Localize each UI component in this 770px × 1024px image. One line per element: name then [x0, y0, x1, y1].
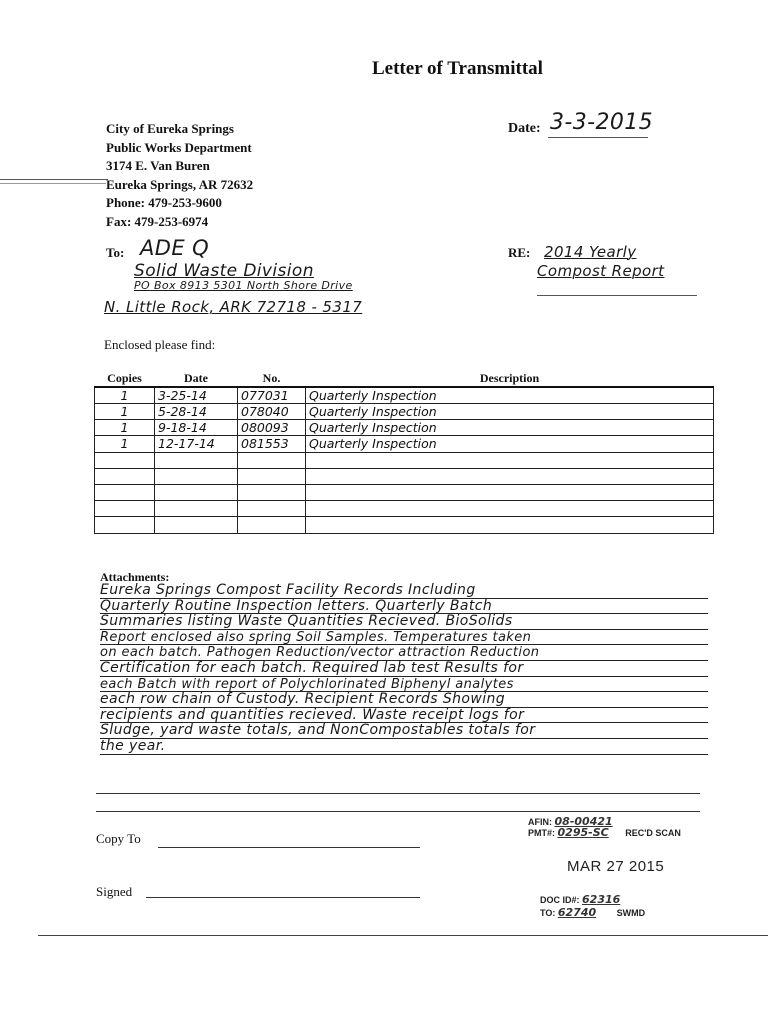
receipt-stamp-docid: [540, 893, 620, 906]
attachment-line: each row chain of Custody. Recipient Records Showing: [100, 692, 708, 708]
attachment-line: Certification for each batch. Required lab test Results for: [100, 661, 708, 677]
cell-date: [155, 484, 238, 500]
blank-rule: [96, 793, 700, 794]
cell-description: Quarterly Inspection: [306, 436, 714, 452]
cell-copies: [95, 501, 155, 517]
pmt-value: 0295-SC: [557, 826, 609, 839]
cell-description: [306, 501, 714, 517]
signed-rule: [146, 897, 420, 898]
cell-copies: 1: [95, 420, 155, 436]
doc-id-label: DOC ID#:: [540, 895, 580, 905]
sender-fax: Fax: 479-253-6974: [106, 213, 209, 229]
cell-date: [155, 468, 238, 484]
cell-number: 077031: [238, 387, 306, 404]
sender-name: City of Eureka Springs: [106, 121, 234, 136]
enclosure-table: [94, 371, 714, 534]
table-row: [95, 468, 714, 484]
cell-number: [238, 517, 306, 533]
cell-date: 3-25-14: [155, 387, 238, 404]
blank-rule: [96, 811, 700, 812]
cell-number: 078040: [238, 404, 306, 420]
attachments-text-block: [100, 583, 708, 755]
cell-date: 5-28-14: [155, 404, 238, 420]
date-label: Date:: [508, 121, 541, 136]
date-value: 3-3-2015: [550, 110, 654, 135]
cell-date: 12-17-14: [155, 436, 238, 452]
to-line-division: Solid Waste Division: [134, 261, 314, 281]
scan-artifact-line: [0, 179, 108, 180]
to-label: To:: [106, 245, 125, 260]
cell-copies: 1: [95, 404, 155, 420]
scan-artifact-line: [38, 935, 768, 936]
attachment-line: Report enclosed also spring Soil Samples. Temperatures taken: [100, 630, 708, 646]
pmt-label: PMT#:: [528, 828, 555, 838]
stamp-to-label: TO:: [540, 908, 556, 918]
afin-value: 08-00421: [554, 815, 613, 828]
cell-number: [238, 484, 306, 500]
attachment-line: the year.: [100, 739, 708, 755]
receipt-stamp-pmt: [528, 826, 681, 839]
col-header-description: Description: [306, 371, 714, 387]
table-row: [95, 484, 714, 500]
table-header-row: [95, 371, 714, 387]
cell-number: 080093: [238, 420, 306, 436]
receipt-stamp-to: [540, 906, 645, 919]
cell-copies: [95, 517, 155, 533]
cell-description: [306, 452, 714, 468]
sender-city: Eureka Springs, AR 72632: [106, 176, 254, 192]
cell-date: [155, 501, 238, 517]
cell-description: Quarterly Inspection: [306, 404, 714, 420]
afin-label: AFIN:: [528, 817, 552, 827]
recd-scan: REC'D SCAN: [625, 828, 681, 838]
scan-artifact-line: [0, 183, 106, 184]
to-line-pobox: PO Box 8913 5301 North Shore Drive: [134, 279, 353, 292]
cell-number: [238, 501, 306, 517]
stamp-to-value: 62740: [557, 906, 597, 919]
cell-number: [238, 468, 306, 484]
attachment-line: on each batch. Pathogen Reduction/vector attraction Reduction: [100, 645, 708, 661]
cell-description: Quarterly Inspection: [306, 420, 714, 436]
table-row: [95, 436, 714, 452]
cell-copies: 1: [95, 387, 155, 404]
cell-date: [155, 452, 238, 468]
to-line-agency: ADE Q: [140, 236, 210, 260]
cell-description: [306, 468, 714, 484]
doc-id-value: 62316: [582, 893, 621, 906]
sender-address-block: [106, 120, 253, 231]
sender-street: 3174 E. Van Buren: [106, 158, 210, 173]
cell-copies: [95, 452, 155, 468]
cell-description: [306, 517, 714, 533]
attachment-line: each Batch with report of Polychlorinated Biphenyl analytes: [100, 677, 708, 693]
enclosed-label: Enclosed please find:: [104, 337, 216, 352]
attachment-line: recipients and quantities recieved. Waste receipt logs for: [100, 708, 708, 724]
re-rule: [537, 295, 697, 296]
cell-number: 081553: [238, 436, 306, 452]
cell-copies: 1: [95, 436, 155, 452]
cell-description: Quarterly Inspection: [306, 387, 714, 404]
table-row: [95, 404, 714, 420]
re-label: RE:: [508, 245, 531, 260]
table-row: [95, 501, 714, 517]
col-header-date: Date: [155, 371, 238, 387]
swmd-label: SWMD: [616, 908, 646, 918]
cell-date: [155, 517, 238, 533]
cell-date: 9-18-14: [155, 420, 238, 436]
attachments-label: Attachments:: [100, 570, 170, 584]
cell-copies: [95, 468, 155, 484]
cell-copies: [95, 484, 155, 500]
cell-description: [306, 484, 714, 500]
copy-to-label: Copy To: [96, 831, 141, 846]
cell-number: [238, 452, 306, 468]
col-header-number: No.: [238, 371, 306, 387]
table-row: [95, 420, 714, 436]
document-title: Letter of Transmittal: [372, 58, 543, 79]
sender-phone: Phone: 479-253-9600: [106, 195, 222, 210]
to-line-city: N. Little Rock, ARK 72718 - 5317: [104, 298, 363, 316]
table-row: [95, 517, 714, 533]
re-line-1: 2014 Yearly: [544, 243, 637, 261]
table-row: [95, 387, 714, 404]
re-line-2: Compost Report: [537, 262, 665, 280]
table-row: [95, 452, 714, 468]
signed-label: Signed: [96, 884, 133, 899]
attachment-line: Eureka Springs Compost Facility Records Including: [100, 583, 708, 599]
copy-to-rule: [158, 847, 420, 848]
received-date-stamp: MAR 27 2015: [567, 858, 665, 875]
date-rule: [548, 137, 648, 138]
attachment-line: Quarterly Routine Inspection letters. Quarterly Batch: [100, 599, 708, 615]
sender-department: Public Works Department: [106, 139, 252, 155]
attachment-line: Summaries listing Waste Quantities Recieved. BioSolids: [100, 614, 708, 630]
col-header-copies: Copies: [95, 371, 155, 387]
attachment-line: Sludge, yard waste totals, and NonCompostables totals for: [100, 723, 708, 739]
